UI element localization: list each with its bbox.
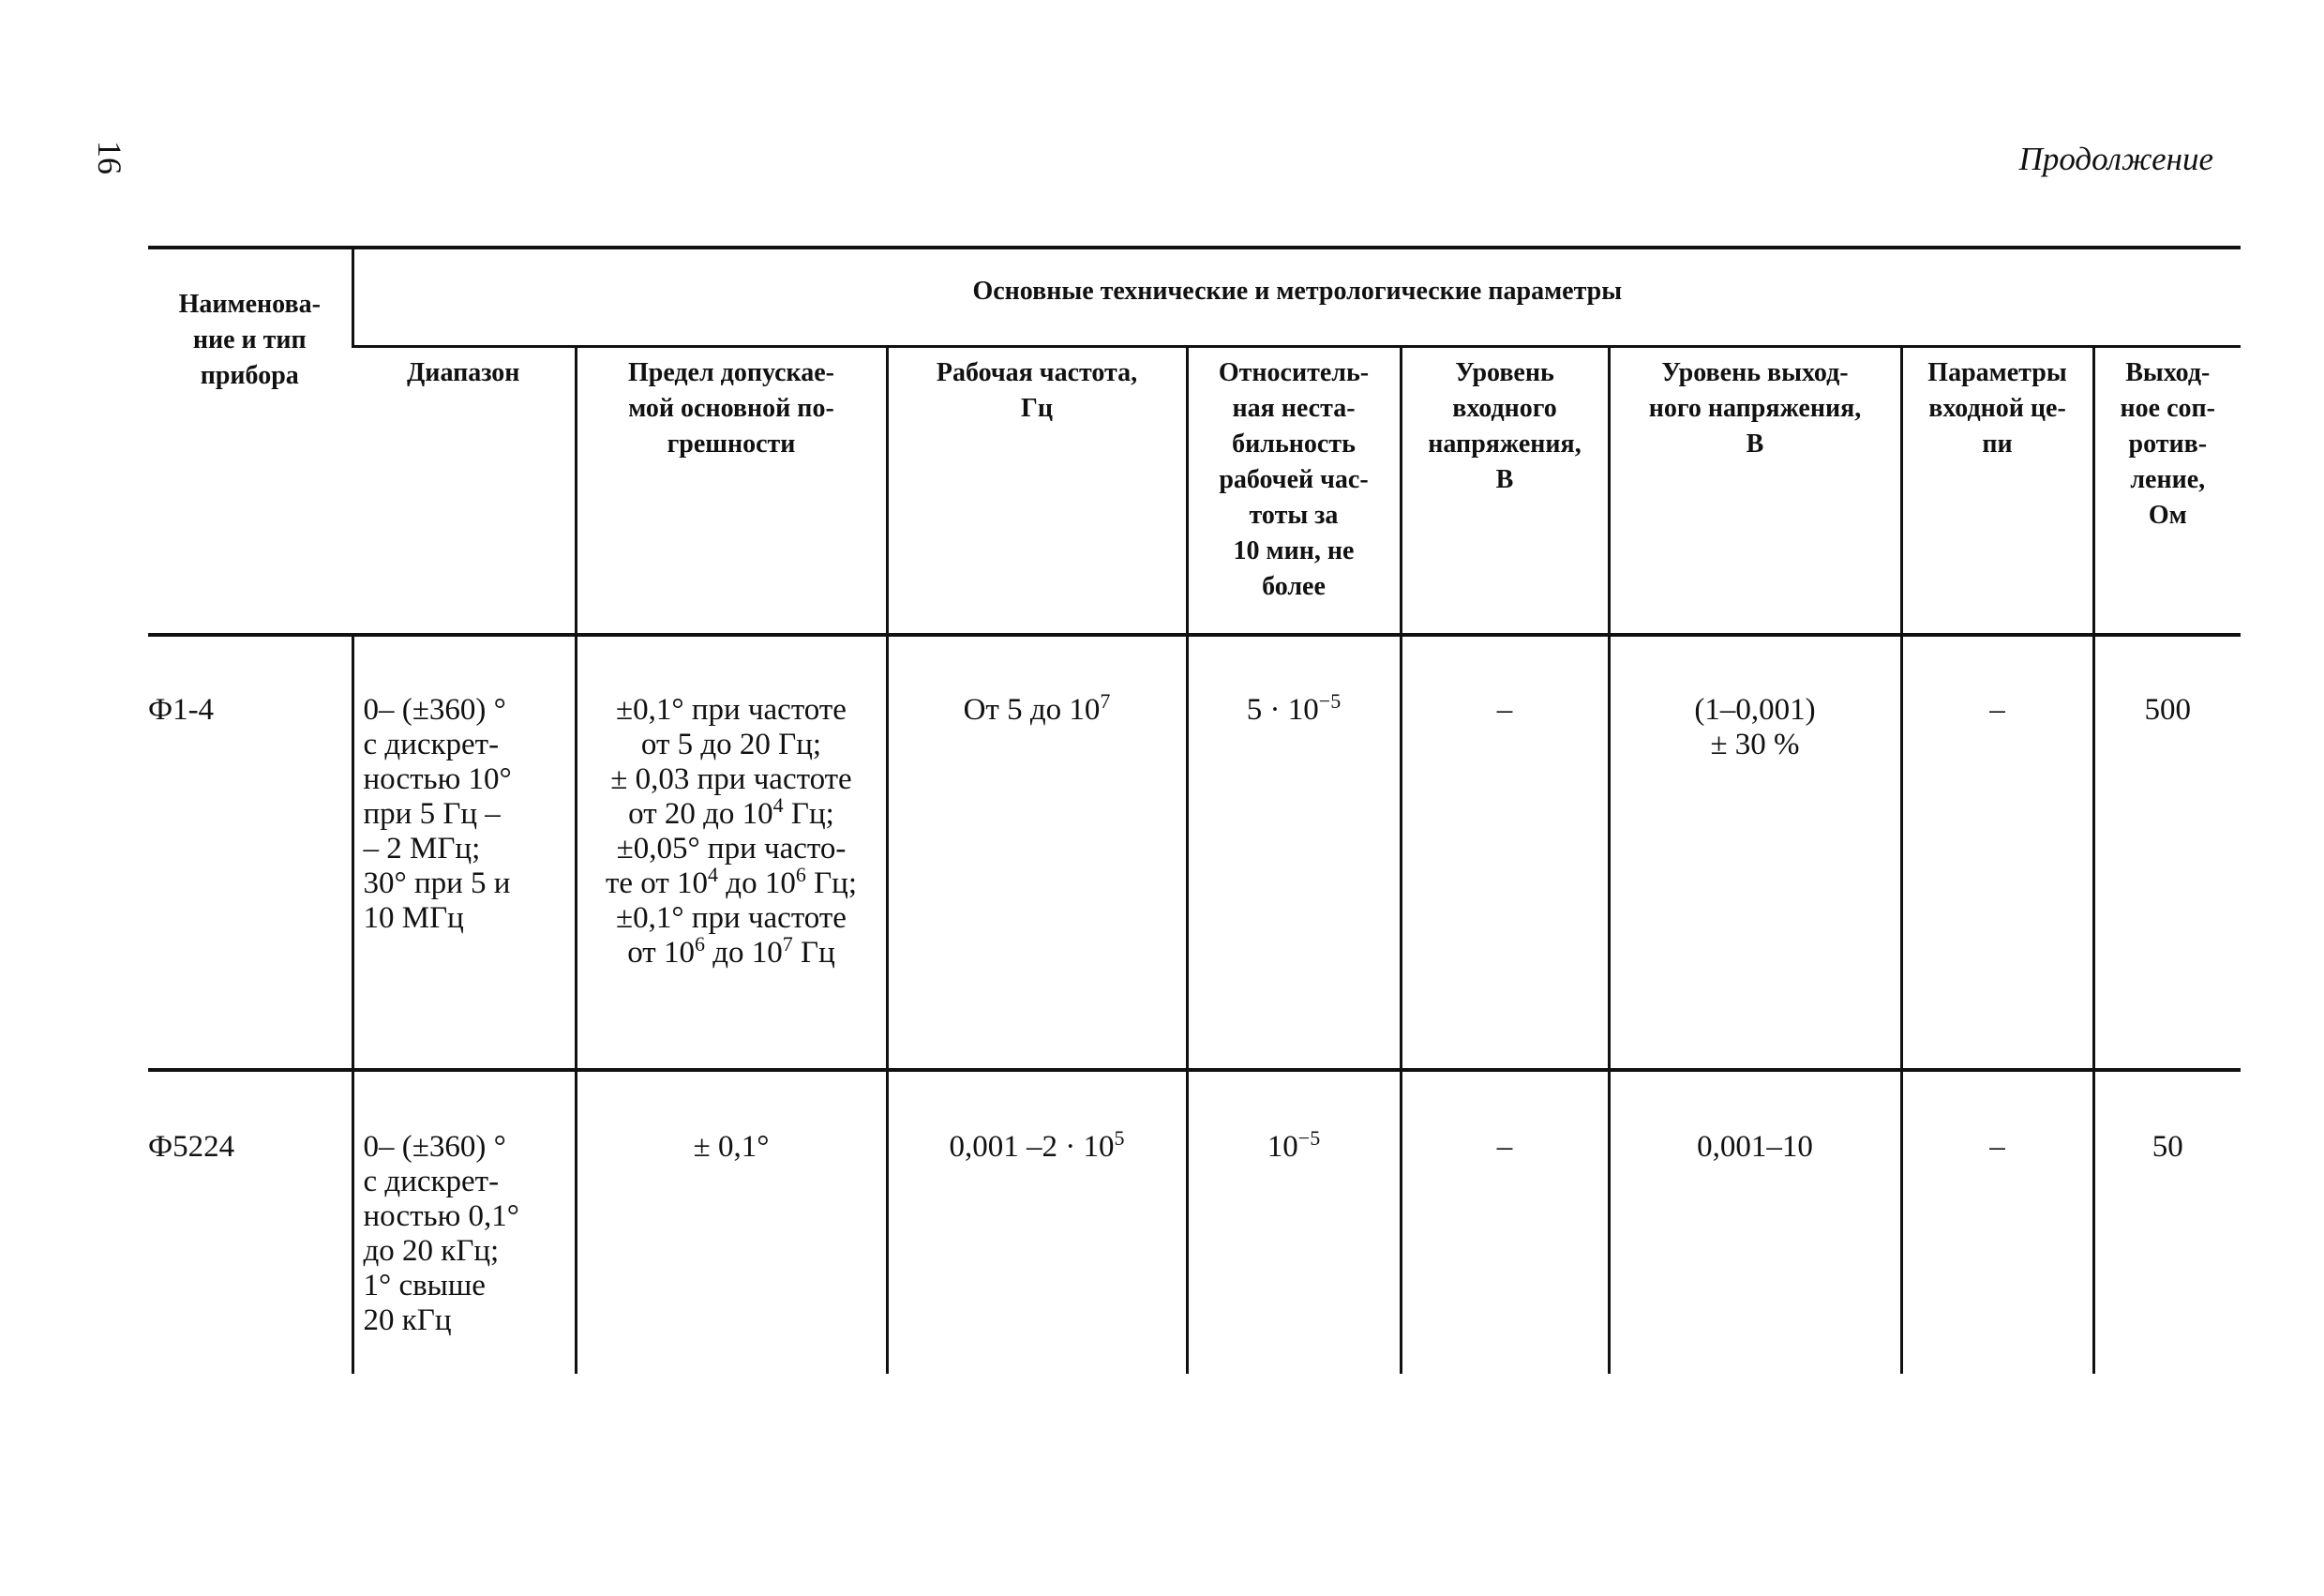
output-voltage-line: ± 30 % — [1710, 728, 1800, 761]
error-line — [577, 932, 886, 971]
error-text: от 20 до 10 — [628, 797, 773, 831]
header-frequency-line: Гц — [1021, 394, 1053, 423]
error-text: до 10 — [704, 936, 783, 970]
header-input-circuit-line: Параметры — [1927, 358, 2067, 387]
range-line: 1° свыше — [363, 1269, 486, 1302]
header-device-name — [148, 248, 352, 635]
header-instability-line: бильность — [1232, 429, 1356, 459]
frequency-text: От 5 до 10 — [963, 693, 1101, 727]
header-input-circuit-line: входной це- — [1928, 394, 2066, 423]
header-device-name-line: Наименова- — [178, 290, 321, 319]
error-exponent: 6 — [795, 863, 806, 886]
range-cell — [352, 1070, 576, 1374]
header-frequency-instability — [1187, 347, 1401, 636]
error-exponent: 7 — [782, 932, 793, 956]
range-line: ностью 10° — [363, 762, 512, 796]
error-line: ± 0,03 при частоте — [610, 762, 852, 796]
error-text: Гц; — [783, 797, 834, 831]
header-error-line: грешности — [667, 429, 796, 459]
error-text: ± 0,1° — [693, 1130, 770, 1164]
input-circuit-text: – — [1989, 1130, 2005, 1164]
error-limit-cell — [576, 635, 887, 1070]
output-resistance-text: 50 — [2152, 1130, 2183, 1164]
input-circuit-text: – — [1989, 693, 2005, 727]
header-instability-line: 10 мин, не — [1233, 536, 1355, 565]
error-text: до 10 — [718, 866, 796, 900]
table-row — [148, 1070, 2241, 1374]
input-voltage-cell — [1401, 1070, 1609, 1374]
error-text: Гц; — [805, 866, 858, 900]
input-circuit-cell — [1901, 635, 2093, 1070]
header-output-resistance-line: ное соп- — [2120, 394, 2215, 423]
input-voltage-text: – — [1496, 1130, 1513, 1164]
header-input-voltage-line: Уровень — [1455, 358, 1554, 387]
header-output-voltage-line: ного напряжения, — [1648, 394, 1862, 423]
header-input-voltage-line: входного — [1452, 394, 1557, 423]
range-line: – 2 МГц; — [363, 832, 481, 866]
device-name — [148, 1070, 352, 1374]
error-line: ±0,1° при частоте — [616, 693, 847, 727]
header-instability-line: более — [1262, 572, 1326, 601]
header-output-resistance-line: Выход- — [2125, 358, 2211, 387]
header-output-resistance-line: Ом — [2148, 501, 2187, 530]
output-resistance-cell — [2093, 1070, 2241, 1374]
error-line: от 5 до 20 Гц; — [640, 728, 822, 761]
error-text: от 10 — [627, 936, 695, 970]
range-line: с дискрет- — [363, 728, 500, 761]
error-text: Гц — [792, 936, 835, 970]
range-cell — [352, 635, 576, 1070]
output-voltage-line: (1–0,001) — [1694, 693, 1816, 727]
instability-text: 10 — [1267, 1130, 1298, 1164]
error-exponent: 6 — [694, 932, 705, 956]
table-row — [148, 635, 2241, 1070]
range-line: с дискрет- — [363, 1165, 500, 1198]
header-frequency-line: Рабочая частота, — [936, 358, 1138, 387]
output-voltage-line: 0,001–10 — [1697, 1130, 1813, 1164]
error-text: те от 10 — [605, 866, 709, 900]
header-instability-line: ная неста- — [1232, 394, 1356, 423]
header-group-parameters — [352, 248, 2241, 347]
device-name-text: Ф5224 — [148, 1130, 235, 1164]
header-output-voltage — [1609, 347, 1901, 636]
input-voltage-cell — [1401, 635, 1609, 1070]
frequency-text: 0,001 –2 · 10 — [949, 1130, 1115, 1164]
range-line: при 5 Гц – — [363, 797, 501, 831]
output-resistance-text: 500 — [2144, 693, 2192, 727]
header-error-line: мой основной по- — [628, 394, 834, 423]
frequency-cell — [887, 635, 1187, 1070]
frequency-cell — [887, 1070, 1187, 1374]
error-line — [577, 863, 886, 901]
header-input-voltage — [1401, 347, 1609, 636]
frequency-exponent: 5 — [1114, 1126, 1125, 1150]
error-limit-cell — [576, 1070, 887, 1374]
range-line: 20 кГц — [363, 1303, 452, 1337]
header-range-line: Диапазон — [407, 358, 520, 387]
error-exponent: 4 — [708, 863, 719, 886]
header-error-line: Предел допускае- — [627, 358, 835, 387]
header-input-voltage-line: В — [1495, 465, 1514, 494]
device-name — [148, 635, 352, 1070]
header-output-resistance-line: ротив- — [2128, 429, 2208, 459]
header-instability-line: рабочей час- — [1219, 465, 1369, 494]
range-line: 0– (±360) ° — [363, 693, 506, 727]
output-voltage-cell — [1609, 1070, 1901, 1374]
header-input-voltage-line: напряжения, — [1428, 429, 1582, 459]
header-input-circuit — [1901, 347, 2093, 636]
input-circuit-cell — [1901, 1070, 2093, 1374]
instability-cell — [1187, 1070, 1401, 1374]
header-device-name-line: ние и тип — [192, 325, 307, 354]
range-line: ностью 0,1° — [363, 1199, 519, 1233]
header-output-resistance — [2093, 347, 2241, 636]
header-range — [352, 347, 576, 636]
header-output-voltage-line: Уровень выход- — [1661, 358, 1849, 387]
error-exponent: 4 — [772, 793, 784, 817]
error-line: ±0,1° при частоте — [616, 901, 847, 935]
output-voltage-cell — [1609, 635, 1901, 1070]
frequency-exponent: 7 — [1100, 689, 1111, 713]
error-line — [577, 793, 886, 832]
instability-exponent: −5 — [1297, 1126, 1321, 1150]
error-line: ±0,05° при часто- — [616, 832, 847, 866]
range-line: 30° при 5 и — [363, 866, 511, 900]
header-device-name-line: прибора — [200, 361, 299, 390]
header-working-frequency — [887, 347, 1187, 636]
header-error-limit — [576, 347, 887, 636]
range-line: 10 МГц — [363, 901, 464, 935]
continuation-label: Продолжение — [2018, 141, 2213, 177]
header-instability-line: тоты за — [1249, 501, 1339, 530]
input-voltage-text: – — [1496, 693, 1513, 727]
range-line: 0– (±360) ° — [363, 1130, 506, 1164]
header-group-label: Основные технические и метрологические параметры — [972, 277, 1623, 306]
header-output-voltage-line: В — [1746, 429, 1764, 459]
device-name-text: Ф1-4 — [148, 693, 215, 727]
instability-exponent: −5 — [1318, 689, 1342, 713]
output-resistance-cell — [2093, 635, 2241, 1070]
header-input-circuit-line: пи — [1982, 429, 2013, 459]
range-line: до 20 кГц; — [363, 1234, 500, 1268]
instability-text: 5 · 10 — [1246, 693, 1319, 727]
page-number: 16 — [91, 141, 128, 174]
parameters-table — [148, 246, 2241, 1374]
header-instability-line: Относитель- — [1218, 358, 1370, 387]
instability-cell — [1187, 635, 1401, 1070]
header-output-resistance-line: ление, — [2130, 465, 2206, 494]
